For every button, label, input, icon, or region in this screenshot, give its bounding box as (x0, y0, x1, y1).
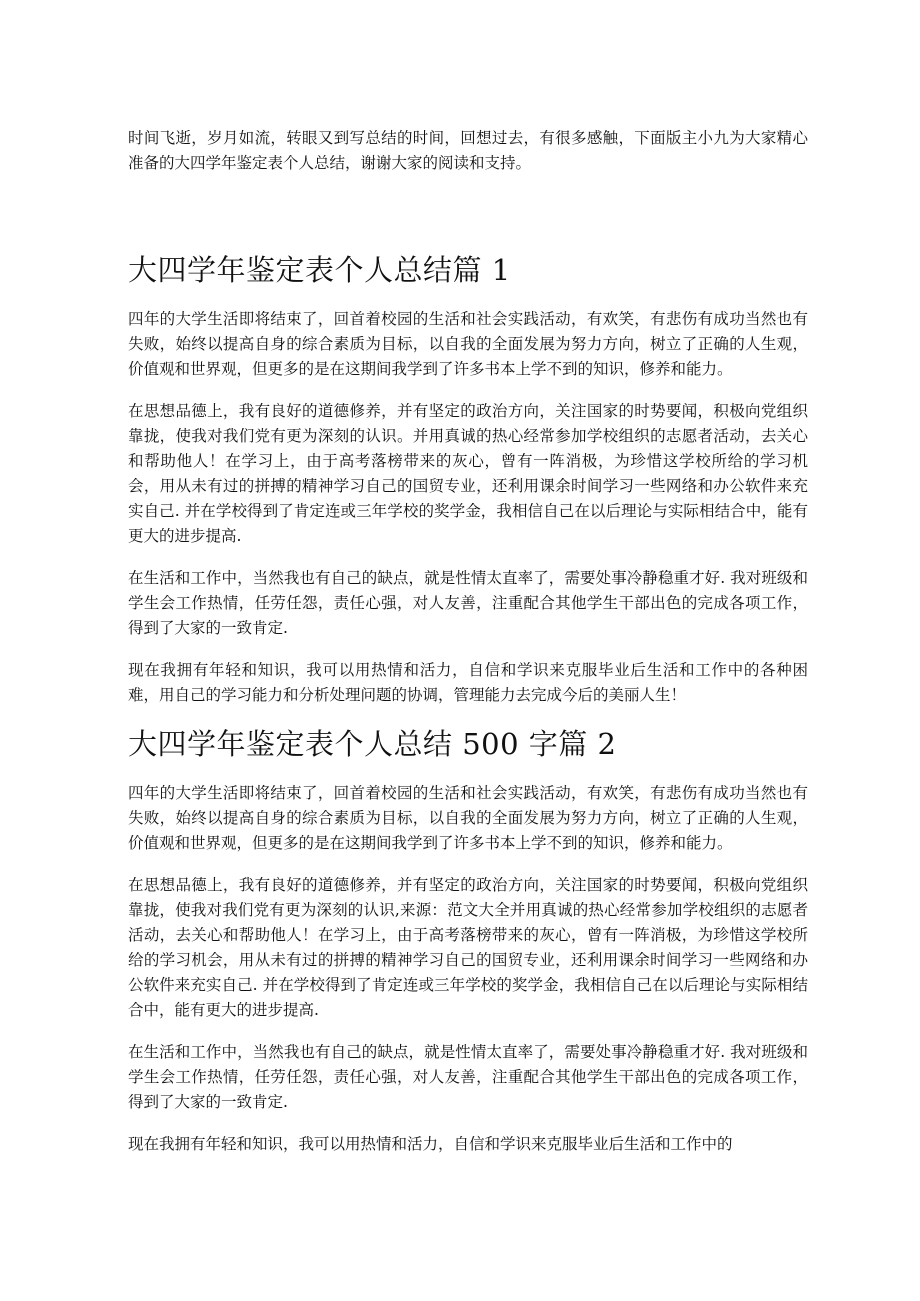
document-page (128, 126, 808, 1157)
section-1-paragraph-3: 在生活和工作中，当然我也有自己的缺点，就是性情太直率了，需要处事冷静稳重才好. 我对班级和学生会工作热情，任劳任怨，责任心强，对人友善，注重配合其他学生干部出色的完成各项工作，得到了大家的一致肯定. (128, 569, 808, 637)
section-2-paragraph-1: 四年的大学生活即将结束了，回首着校园的生活和社会实践活动，有欢笑，有悲伤有成功当然也有失败，始终以提高自身的综合素质为目标，以自我的全面发展为努力方向，树立了正确的人生观，价值观和世界观，但更多的是在这期间我学到了许多书本上学不到的知识，修养和能力。 (128, 784, 808, 852)
section-1-paragraph-4: 现在我拥有年轻和知识，我可以用热情和活力，自信和学识来克服毕业后生活和工作中的各种困难，用自己的学习能力和分析处理问题的协调，管理能力去完成今后的美丽人生！ (128, 661, 808, 704)
intro-paragraph: 时间飞逝，岁月如流，转眼又到写总结的时间，回想过去，有很多感触，下面版主小九为大家精心准备的大四学年鉴定表个人总结，谢谢大家的阅读和支持。 (128, 129, 808, 172)
section-1-heading: 大四学年鉴定表个人总结篇 1 (128, 253, 511, 287)
section-2-paragraph-4: 现在我拥有年轻和知识，我可以用热情和活力，自信和学识来克服毕业后生活和工作中的 (128, 1135, 733, 1153)
section-1-paragraph-1: 四年的大学生活即将结束了，回首着校园的生活和社会实践活动，有欢笑，有悲伤有成功当然也有失败，始终以提高自身的综合素质为目标，以自我的全面发展为努力方向，树立了正确的人生观，价值观和世界观，但更多的是在这期间我学到了许多书本上学不到的知识，修养和能力。 (128, 310, 808, 378)
section-2-heading: 大四学年鉴定表个人总结 500 字篇 2 (128, 727, 617, 761)
section-1-paragraph-2: 在思想品德上，我有良好的道德修养，并有坚定的政治方向，关注国家的时势要闻，积极向党组织靠拢，使我对我们党有更为深刻的认识。并用真诚的热心经常参加学校组织的志愿者活动，去关心和帮助他人！在学习上，由于高考落榜带来的灰心，曾有一阵消极，为珍惜这学校所给的学习机会，用从未有过的拼搏的精神学习自己的国贸专业，还利用课余时间学习一些网络和办公软件来充实自己. 并在学校得到了肯定连或三年学校的奖学金，我相信自己在以后理论与实际相结合中，能有更大的进步提高. (128, 402, 808, 545)
section-2-paragraph-3: 在生活和工作中，当然我也有自己的缺点，就是性情太直率了，需要处事冷静稳重才好. 我对班级和学生会工作热情，任劳任怨，责任心强，对人友善，注重配合其他学生干部出色的完成各项工作，得到了大家的一致肯定. (128, 1043, 808, 1111)
section-2-paragraph-2: 在思想品德上，我有良好的道德修养，并有坚定的政治方向，关注国家的时势要闻，积极向党组织靠拢，使我对我们党有更为深刻的认识,来源：范文大全并用真诚的热心经常参加学校组织的志愿者活动，去关心和帮助他人！在学习上，由于高考落榜带来的灰心，曾有一阵消极，为珍惜这学校所给的学习机会，用从未有过的拼搏的精神学习自己的国贸专业，还利用课余时间学习一些网络和办公软件来充实自己. 并在学校得到了肯定连或三年学校的奖学金，我相信自己在以后理论与实际相结合中，能有更大的进步提高. (128, 876, 808, 1019)
